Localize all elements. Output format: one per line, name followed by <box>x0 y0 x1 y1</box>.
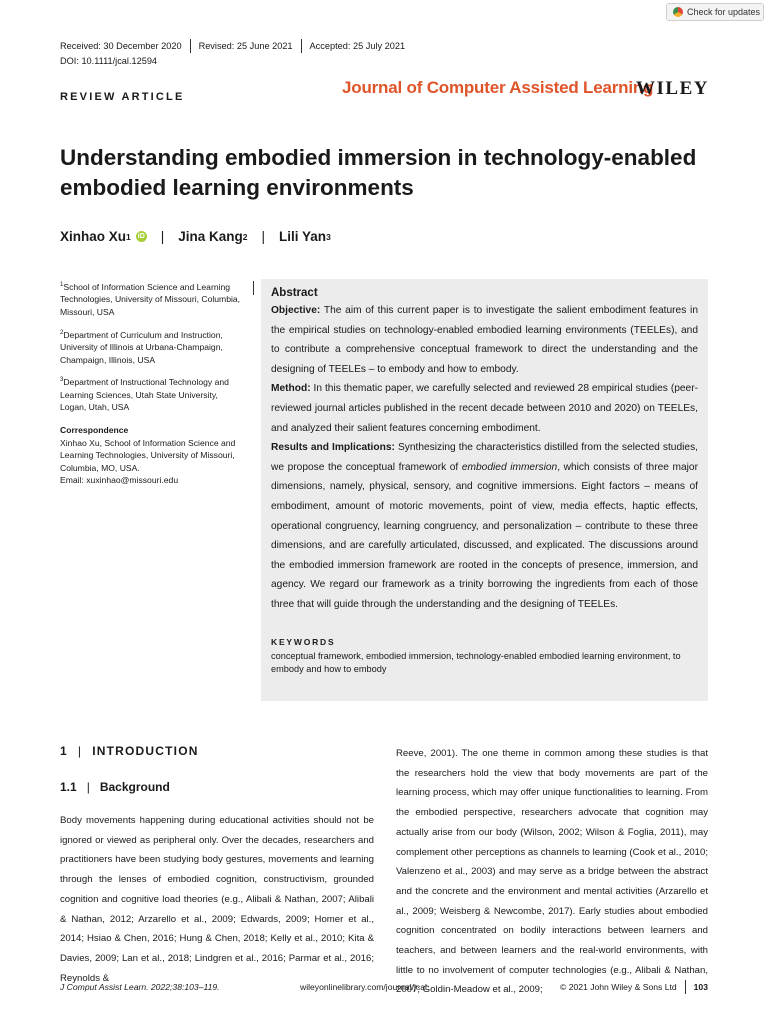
footer-url[interactable]: wileyonlinelibrary.com/journal/jcal <box>300 982 427 992</box>
correspondence-text: Xinhao Xu, School of Information Science and Learning Technologies, University of Missouri, Columbia, MO, USA. <box>60 437 236 473</box>
affiliations <box>60 279 245 487</box>
author-name[interactable]: Jina Kang <box>178 229 243 244</box>
author-separator: | <box>160 229 165 244</box>
author-name[interactable]: Lili Yan <box>279 229 327 244</box>
abstract-heading: Abstract <box>271 287 318 299</box>
article-type: REVIEW ARTICLE <box>60 91 185 103</box>
abstract-results: Results and Implications: Synthesizing the characteristics distilled from the selected studies, we propose the conceptual framework of embodied immersion, which consists of three major dimensions, namely, physical, sensory, and cognitive immersions. Eight factors – means of embodiment, amount of motoric movements, point of view, media effects, haptic effects, operational congruency, learning congruency, and personalization – contribute to these three dimensions, and are carefully articulated, discussed, and explicated. The discussions around the embodied immersion framework are rooted in the concepts of presence, immersion, and agency. We regard our framework as a trinity borrowing the ingredients from each of those three that will guide through the understanding and the designing of TEELEs. <box>271 442 698 610</box>
affiliation: $^3$Department of Instructional Technology and Learning Sciences, Utah State University, Logan, Utah, USA <box>60 377 229 413</box>
section-heading: 1 | INTRODUCTION <box>60 744 199 758</box>
revised-date: Revised: 25 June 2021 <box>198 41 293 51</box>
abstract-method: Method: In this thematic paper, we carefully selected and reviewed 28 empirical studies (peer-reviewed journal articles published in the recent decade between 2010 and 2020) on TEELEs, and analyzed their salient features concerning embodiment. <box>271 383 698 434</box>
affiliation: $^1$School of Information Science and Learning Technologies, University of Missouri, Columbia, Missouri, USA <box>60 281 241 318</box>
page-number: 103 <box>693 982 708 992</box>
footer-citation: J Comput Assist Learn. 2022;38:103–119. <box>60 982 220 992</box>
crossmark-icon <box>673 7 683 17</box>
publisher-logo: WILEY <box>636 78 709 99</box>
received-date: Received: 30 December 2020 <box>60 41 182 51</box>
correspondence-email[interactable]: Email: xuxinhao@missouri.edu <box>60 475 179 486</box>
divider <box>301 39 302 53</box>
page-footer <box>60 980 708 994</box>
orcid-icon[interactable]: iD <box>137 233 145 240</box>
keywords-text: conceptual framework, embodied immersion, technology-enabled embodied learning environment, to embody and how to embody <box>271 650 681 675</box>
author-list <box>60 229 331 244</box>
affiliation: $^2$Department of Curriculum and Instruction, University of Illinois at Urbana-Champaign, Champaign, Illinois, USA <box>60 329 223 365</box>
body-text-left: Body movements happening during educational activities should not be ignored or viewed as peripheral only. Over the decades, researchers and practitioners have been studying body gestures, movements and learning through the lenses of embodied cognition, constructivism, grounded cognition and cognitive load theories (e.g., Alibali & Nathan, 2007; Alibali & Nathan, 2012; Arzarello et al., 2009; Edwards, 2009; Homer et al., 2014; Hsiao & Chen, 2016; Hung & Chen, 2018; Kelly et al., 2010; Kita & Davies, 2009; Lan et al., 2018; Lindgren et al., 2016; Parmar et al., 2016; Reynolds & <box>60 815 374 984</box>
accepted-date: Accepted: 25 July 2021 <box>309 41 406 51</box>
abstract-objective: Objective: The aim of this current paper is to investigate the salient embodiment features in the empirical studies on technology-enabled embodied learning environments (TEELEs), and to contribute a comprehensive conceptual framework to direct the understanding and the designing of TEELEs – to embody and how to embody. <box>271 305 698 375</box>
check-for-updates-button[interactable] <box>666 3 764 21</box>
check-for-updates-label: Check for updates <box>687 7 761 17</box>
divider <box>685 980 686 994</box>
author-name[interactable]: Xinhao Xu <box>60 229 127 244</box>
correspondence-heading: Correspondence <box>60 424 129 435</box>
body-text-right: Reeve, 2001). The one theme in common among these studies is that the researchers hold the view that body movements are part of the learning process, which may offer unique functionalities to learning. From the embodied perspective, researchers advocate that cognition may actually arise from our body (Wilson, 2002; Wilson & Foglia, 2011), may complement other perceptions as channels to learning (Cook et al., 2010; Valenzeno et al., 2003) and may serve as a bridge between the abstract and the concrete and the environment and mental activities (Arzarello et al., 2009; Weisberg & Newcombe, 2017). Early studies about embodied cognition concentrated on bodily interactions between learners and teachers, and between learners and the real-world environments, with little to no involvement of computer technologies (e.g., Alibali & Nathan, 2007; Goldin-Meadow et al., 2009; <box>396 748 708 996</box>
divider <box>190 39 191 53</box>
publication-dates <box>60 39 405 53</box>
column-divider <box>253 281 254 295</box>
author-separator: | <box>261 229 266 244</box>
footer-copyright: © 2021 John Wiley & Sons Ltd <box>559 982 677 992</box>
author-affiliation-sup: 3 <box>326 231 331 242</box>
keywords-heading: KEYWORDS <box>271 636 336 647</box>
paper-title: Understanding embodied immersion in technology-enabled embodied learning environments <box>60 145 697 200</box>
subsection-heading: 1.1 | Background <box>60 780 170 794</box>
abstract-body <box>271 301 698 615</box>
journal-name: Journal of Computer Assisted Learning <box>342 78 654 97</box>
abstract-box <box>261 279 708 701</box>
author-affiliation-sup: 2 <box>242 231 248 242</box>
doi[interactable]: DOI: 10.1111/jcal.12594 <box>60 56 158 66</box>
author-affiliation-sup: 1 <box>126 231 131 242</box>
